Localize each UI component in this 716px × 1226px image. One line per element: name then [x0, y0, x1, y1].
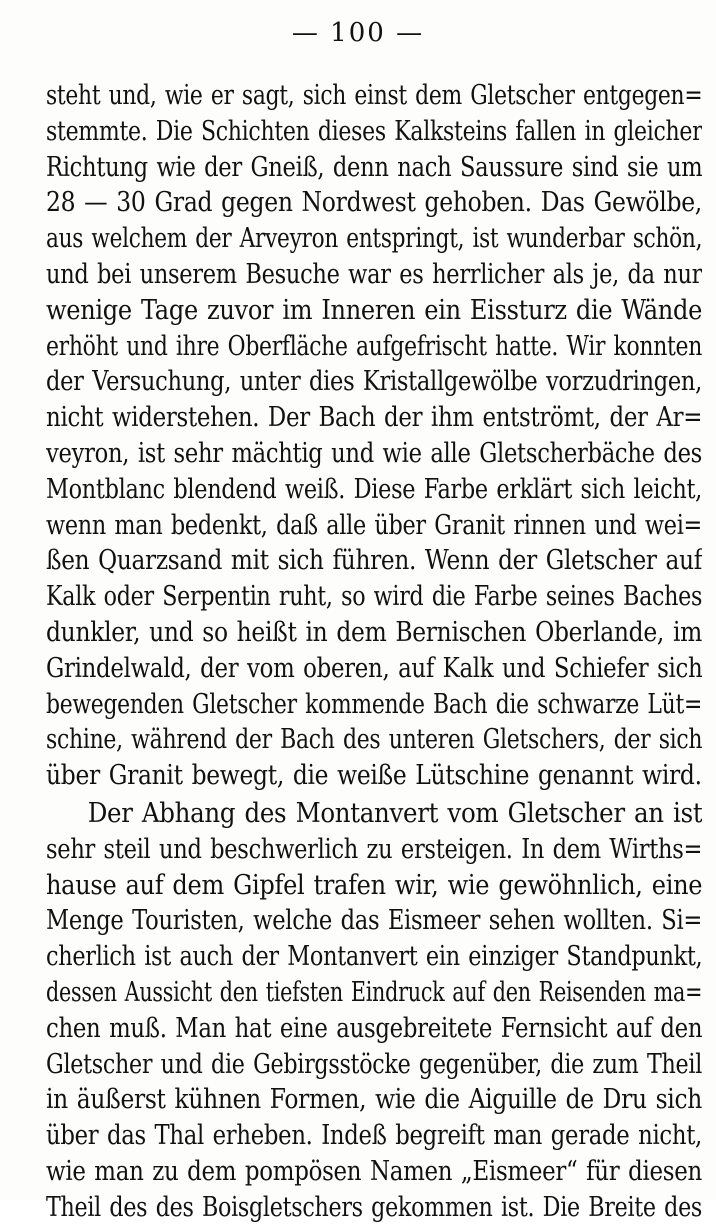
text-line: Gletscher und die Gebirgsstöcke gegenüber, die zum Theil — [46, 1048, 703, 1080]
text-line: stemmte. Die Schichten dieses Kalksteins fallen in gleicher — [46, 115, 702, 147]
text-line: Menge Touristen, welche das Eismeer sehen wollten. Si= — [46, 905, 702, 937]
text-line: dessen Aussicht den tiefsten Eindruck auf den Reisenden ma= — [46, 976, 703, 1008]
text-line: bewegenden Gletscher kommende Bach die schwarze Lüt= — [46, 688, 703, 720]
text-line: cherlich ist auch der Montanvert ein einziger Standpunkt, — [46, 941, 703, 973]
text-line: wenige Tage zuvor im Inneren ein Eissturz die Wände — [46, 294, 702, 326]
text-line: Grindelwald, der vom oberen, auf Kalk und Schiefer sich — [46, 652, 703, 684]
body-text — [46, 78, 702, 1226]
text-line: der Versuchung, unter dies Kristallgewölbe vorzudringen, — [46, 366, 702, 398]
text-line: veyron, ist sehr mächtig und wie alle Gletscherbäche des — [46, 437, 703, 469]
text-line: Richtung wie der Gneiß, denn nach Saussure sind sie um — [46, 151, 702, 183]
text-line: chen muß. Man hat eine ausgebreitete Fernsicht auf den — [46, 1012, 703, 1044]
text-line: über Granit bewegt, die weiße Lütschine genannt wird. — [46, 760, 702, 792]
text-line: hause auf dem Gipfel trafen wir, wie gewöhnlich, eine — [46, 869, 702, 901]
text-line: Theil des des Boisgletschers gekommen ist. Die Breite des — [46, 1191, 703, 1223]
text-line: wie man zu dem pompösen Namen „Eismeer“ für diesen — [46, 1155, 702, 1187]
text-line: wenn man bedenkt, daß alle über Granit rinnen und wei= — [46, 509, 702, 541]
paragraph-2 — [46, 796, 702, 1226]
page-number: — 100 — — [291, 18, 425, 48]
text-line: und bei unserem Besuche war es herrlicher als je, da nur — [46, 258, 702, 290]
text-line: über das Thal erheben. Indeß begreift man gerade nicht, — [46, 1120, 702, 1152]
text-line: Montblanc blendend weiß. Diese Farbe erklärt sich leicht, — [46, 473, 703, 505]
text-line: Kalk oder Serpentin ruht, so wird die Farbe seines Baches — [46, 581, 703, 613]
text-line: sehr steil und beschwerlich zu ersteigen. In dem Wirths= — [46, 833, 702, 865]
text-line: aus welchem der Arveyron entspringt, ist wunderbar schön, — [46, 223, 703, 255]
paragraph-1 — [46, 78, 702, 794]
text-line: 28 — 30 Grad gegen Nordwest gehoben. Das Gewölbe, — [46, 187, 702, 219]
text-line: schine, während der Bach des unteren Gletschers, der sich — [46, 724, 703, 756]
text-line: ßen Quarzsand mit sich führen. Wenn der Gletscher auf — [46, 545, 703, 577]
text-line: Der Abhang des Montanvert vom Gletscher an ist — [87, 797, 702, 829]
text-line: in äußerst kühnen Formen, wie die Aiguille de Dru sich — [46, 1084, 702, 1116]
text-line: steht und, wie er sagt, sich einst dem Gletscher entgegen= — [46, 80, 703, 111]
text-line: erhöht und ihre Oberfläche aufgefrischt hatte. Wir konnten — [46, 330, 703, 362]
text-line: dunkler, und so heißt in dem Bernischen Oberlande, im — [46, 616, 703, 648]
text-line: nicht widerstehen. Der Bach der ihm entströmt, der Ar= — [46, 402, 702, 434]
